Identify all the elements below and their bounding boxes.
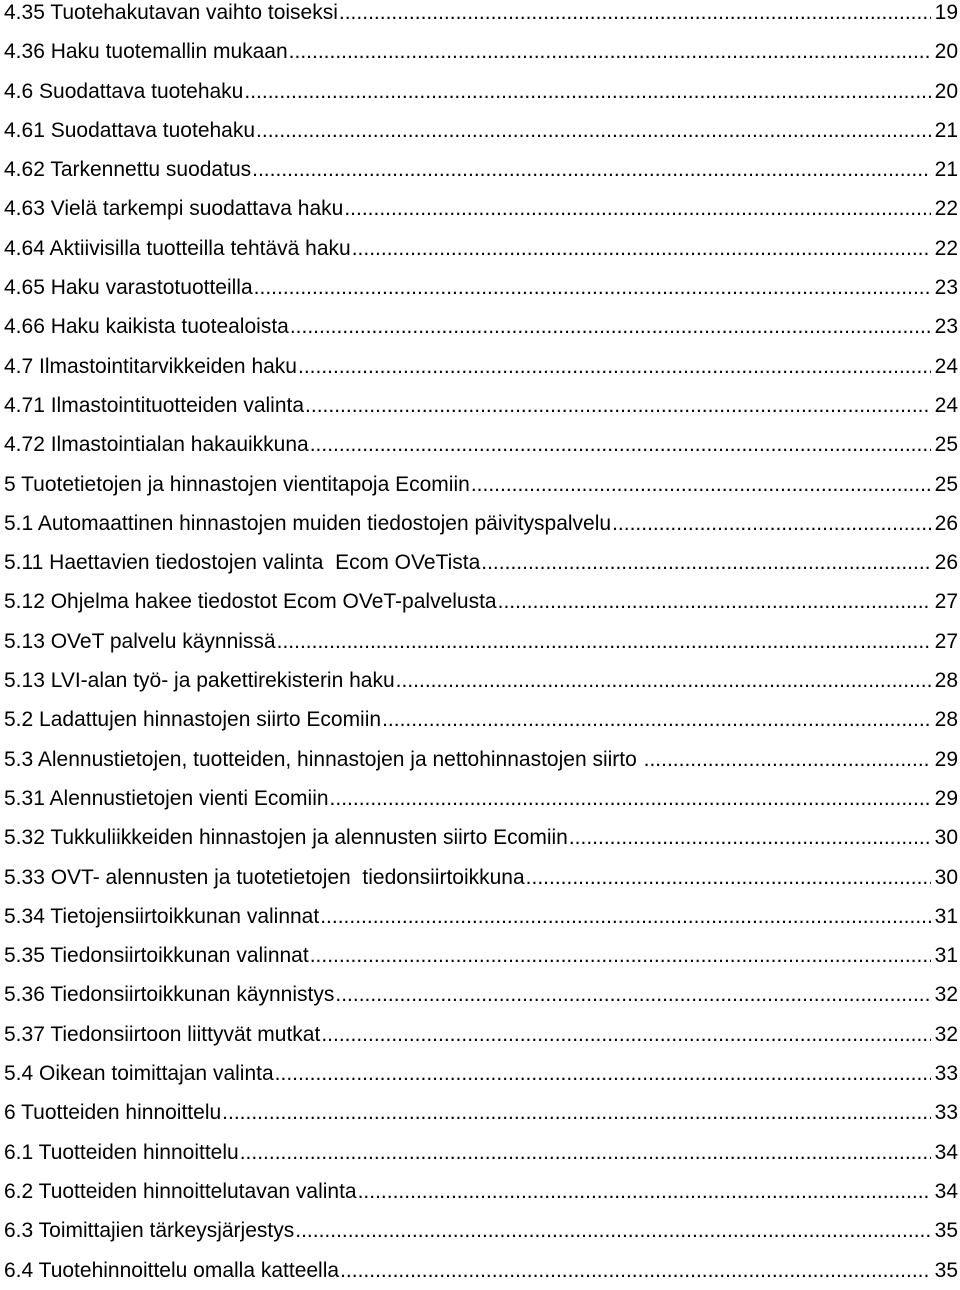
toc-entry[interactable] [4, 1054, 960, 1093]
toc-dot-leader [222, 1093, 931, 1132]
toc-entry[interactable] [4, 189, 960, 228]
toc-entry-page: 29 [934, 747, 958, 771]
toc-entry-title: 4.71 Ilmastointituotteiden valinta [4, 393, 305, 417]
toc-entry[interactable] [4, 661, 960, 700]
toc-entry[interactable] [4, 975, 960, 1014]
toc-entry[interactable] [4, 425, 960, 464]
toc-entry-page: 19 [934, 1, 958, 24]
toc-entry-page: 22 [934, 197, 958, 221]
toc-entry-title: 4.63 Vielä tarkempi suodattava haku [4, 197, 344, 221]
toc-entry-title: 5.37 Tiedonsiirtoon liittyvät mutkat [4, 1022, 321, 1046]
toc-dot-leader [396, 661, 931, 700]
toc-entry-page: 21 [934, 158, 958, 182]
toc-entry-title: 4.66 Haku kaikista tuotealoista [4, 315, 289, 339]
toc-entry-title: 5 Tuotetietojen ja hinnastojen vientitapoja Ecomiin [4, 472, 470, 496]
toc-entry-page: 23 [934, 276, 958, 300]
toc-dot-leader [310, 425, 931, 464]
toc-entry-page: 30 [934, 865, 958, 889]
toc-entry-page: 22 [934, 236, 958, 260]
toc-entry[interactable] [4, 1133, 960, 1172]
toc-entry-page: 31 [934, 944, 958, 968]
toc-entry-page: 34 [934, 1179, 958, 1203]
toc-entry-title: 5.13 OVeT palvelu käynnissä [4, 629, 276, 653]
toc-entry[interactable] [4, 858, 960, 897]
toc-entry-title: 4.35 Tuotehakutavan vaihto toiseksi [4, 1, 338, 24]
toc-entry-page: 32 [934, 1022, 958, 1046]
toc-dot-leader [526, 858, 931, 897]
toc-entry[interactable] [4, 504, 960, 543]
toc-entry-title: 6.4 Tuotehinnoittelu omalla katteella [4, 1258, 340, 1282]
toc-entry[interactable] [4, 622, 960, 661]
toc-entry-page: 24 [934, 354, 958, 378]
toc-dot-leader [344, 189, 931, 228]
toc-entry-title: 6 Tuotteiden hinnoittelu [4, 1101, 222, 1125]
toc-entry-title: 4.36 Haku tuotemallin mukaan [4, 40, 288, 64]
toc-entry-page: 31 [934, 904, 958, 928]
toc-entry[interactable] [4, 818, 960, 857]
toc-entry-page: 25 [934, 433, 958, 457]
toc-dot-leader [612, 504, 931, 543]
toc-entry-title: 5.35 Tiedonsiirtoikkunan valinnat [4, 944, 309, 968]
toc-entry-title: 4.7 Ilmastointitarvikkeiden haku [4, 354, 297, 378]
toc-dot-leader [310, 936, 931, 975]
toc-dot-leader [298, 347, 931, 386]
toc-entry-page: 24 [934, 393, 958, 417]
toc-entry-page: 23 [934, 315, 958, 339]
toc-entry-title: 5.11 Haettavien tiedostojen valinta Ecom OVeTista [4, 551, 481, 575]
toc-entry-page: 35 [934, 1219, 958, 1243]
toc-entry-title: 4.61 Suodattava tuotehaku [4, 118, 256, 142]
toc-entry[interactable] [4, 72, 960, 111]
toc-entry-page: 29 [934, 786, 958, 810]
toc-entry[interactable] [4, 897, 960, 936]
toc-entry[interactable] [4, 936, 960, 975]
toc-entry[interactable] [4, 32, 960, 71]
toc-entry-title: 4.65 Haku varastotuotteilla [4, 276, 253, 300]
toc-entry-page: 27 [934, 590, 958, 614]
toc-entry-page: 27 [934, 629, 958, 653]
toc-entry-page: 28 [934, 669, 958, 693]
toc-dot-leader [305, 386, 931, 425]
toc-entry[interactable] [4, 307, 960, 346]
toc-entry[interactable] [4, 740, 960, 779]
toc-entry-page: 33 [934, 1101, 958, 1125]
toc-dot-leader [498, 582, 931, 621]
toc-dot-leader [256, 111, 931, 150]
toc-entry-page: 32 [934, 983, 958, 1007]
toc-entry[interactable] [4, 1211, 960, 1250]
toc-dot-leader [471, 465, 931, 504]
toc-entry-title: 4.72 Ilmastointialan hakauikkuna [4, 433, 309, 457]
toc-entry[interactable] [4, 582, 960, 621]
toc-entry[interactable] [4, 700, 960, 739]
toc-entry-title: 5.36 Tiedonsiirtoikkunan käynnistys [4, 983, 335, 1007]
toc-dot-leader [240, 1133, 931, 1172]
toc-entry-title: 5.34 Tietojensiirtoikkunan valinnat [4, 904, 320, 928]
toc-dot-leader [339, 0, 931, 32]
toc-entry-page: 26 [934, 511, 958, 535]
toc-entry-title: 5.13 LVI-alan työ- ja pakettirekisterin haku [4, 669, 395, 693]
toc-entry-title: 4.62 Tarkennettu suodatus [4, 158, 252, 182]
toc-entry-title: 5.12 Ohjelma hakee tiedostot Ecom OVeT-palvelusta [4, 590, 497, 614]
toc-entry[interactable] [4, 1172, 960, 1211]
toc-entry[interactable] [4, 386, 960, 425]
toc-entry[interactable] [4, 229, 960, 268]
toc-dot-leader [644, 740, 931, 779]
toc-entry-page: 30 [934, 826, 958, 850]
toc-entry-title: 5.31 Alennustietojen vienti Ecomiin [4, 786, 329, 810]
toc-entry-page: 25 [934, 472, 958, 496]
toc-entry[interactable] [4, 111, 960, 150]
toc-dot-leader [289, 32, 931, 71]
toc-entry[interactable] [4, 779, 960, 818]
toc-entry-page: 20 [934, 79, 958, 103]
toc-entry-title: 5.4 Oikean toimittajan valinta [4, 1062, 274, 1086]
toc-entry-title: 5.32 Tukkuliikkeiden hinnastojen ja alennusten siirto Ecomiin [4, 826, 568, 850]
toc-entry-title: 5.1 Automaattinen hinnastojen muiden tiedostojen päivityspalvelu [4, 511, 612, 535]
toc-entry[interactable] [4, 1015, 960, 1054]
toc-entry-page: 35 [934, 1258, 958, 1282]
toc-entry-page: 20 [934, 40, 958, 64]
toc-dot-leader [290, 307, 931, 346]
toc-entry-title: 6.3 Toimittajien tärkeysjärjestys [4, 1219, 295, 1243]
table-of-contents [4, 0, 960, 1290]
toc-entry-page: 26 [934, 551, 958, 575]
toc-dot-leader [244, 72, 931, 111]
toc-dot-leader [382, 700, 931, 739]
toc-entry[interactable] [4, 465, 960, 504]
toc-entry[interactable] [4, 1093, 960, 1132]
toc-entry-title: 5.3 Alennustietojen, tuotteiden, hinnastojen ja nettohinnastojen siirto [4, 747, 643, 771]
toc-entry[interactable] [4, 268, 960, 307]
toc-dot-leader [252, 150, 931, 189]
toc-dot-leader [277, 622, 931, 661]
toc-entry-page: 34 [934, 1140, 958, 1164]
toc-entry[interactable] [4, 543, 960, 582]
toc-dot-leader [358, 1172, 931, 1211]
toc-entry[interactable] [4, 1251, 960, 1290]
toc-entry-title: 6.2 Tuotteiden hinnoittelutavan valinta [4, 1179, 357, 1203]
toc-entry-title: 5.33 OVT- alennusten ja tuotetietojen tiedonsiirtoikkuna [4, 865, 525, 889]
toc-dot-leader [330, 779, 931, 818]
toc-entry-title: 4.64 Aktiivisilla tuotteilla tehtävä haku [4, 236, 351, 260]
toc-dot-leader [569, 818, 931, 857]
toc-dot-leader [254, 268, 931, 307]
toc-entry-page: 21 [934, 118, 958, 142]
toc-dot-leader [295, 1211, 931, 1250]
toc-entry-title: 6.1 Tuotteiden hinnoittelu [4, 1140, 239, 1164]
toc-entry-page: 28 [934, 708, 958, 732]
toc-entry[interactable] [4, 150, 960, 189]
toc-entry[interactable] [4, 347, 960, 386]
toc-entry-title: 4.6 Suodattava tuotehaku [4, 79, 244, 103]
toc-dot-leader [320, 897, 931, 936]
toc-dot-leader [352, 229, 931, 268]
toc-dot-leader [321, 1015, 931, 1054]
toc-entry-page: 33 [934, 1062, 958, 1086]
toc-entry[interactable] [4, 0, 960, 32]
toc-dot-leader [481, 543, 931, 582]
toc-dot-leader [335, 975, 931, 1014]
toc-dot-leader [275, 1054, 931, 1093]
toc-entry-title: 5.2 Ladattujen hinnastojen siirto Ecomiin [4, 708, 382, 732]
toc-dot-leader [340, 1251, 931, 1290]
